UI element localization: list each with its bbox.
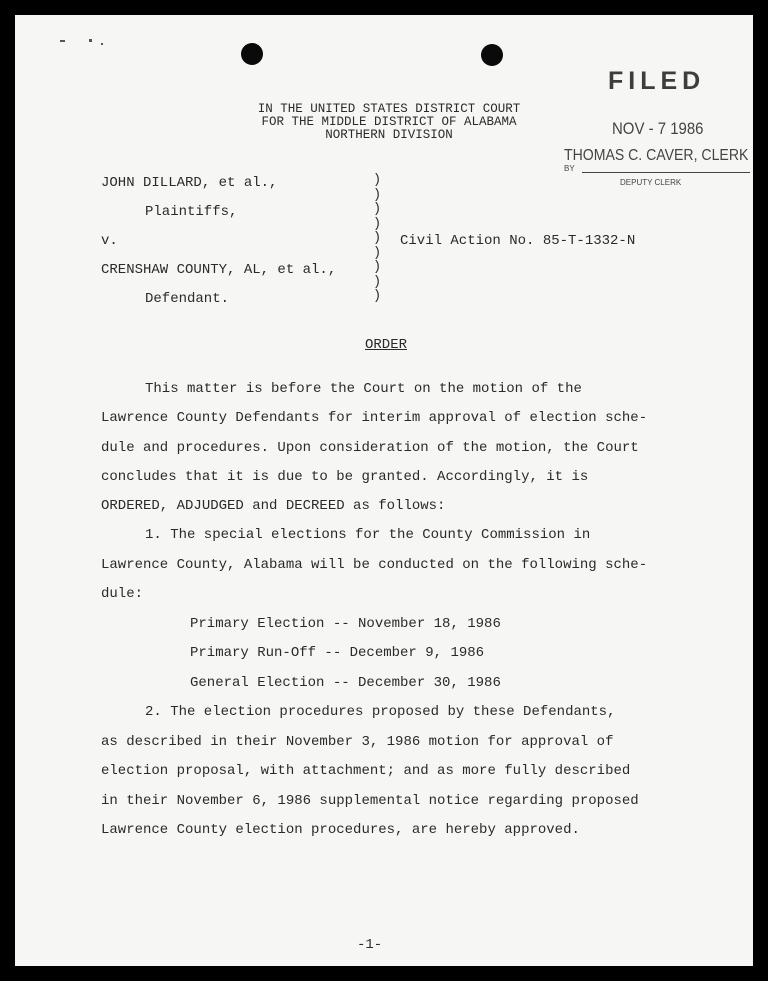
paren: ) [373, 274, 382, 290]
filed-label: FILED [608, 67, 706, 95]
item2-line: as described in their November 3, 1986 motion for approval of [101, 734, 614, 750]
clerk-name: THOMAS C. CAVER, CLERK [564, 147, 749, 164]
document-page [15, 15, 753, 966]
paren: ) [373, 260, 382, 275]
order-title: ORDER [365, 337, 408, 353]
filed-date: NOV - 7 1986 [612, 119, 704, 138]
plaintiff-name: JOHN DILLARD, et al., [101, 175, 278, 191]
item2-line: in their November 6, 1986 supplemental notice regarding proposed [101, 793, 639, 809]
item2-line: election proposal, with attachment; and as more fully described [101, 763, 631, 779]
speck-mark [60, 40, 65, 42]
speck-mark [101, 43, 103, 45]
court-line-2: FOR THE MIDDLE DISTRICT OF ALABAMA [261, 115, 517, 129]
intro-line: This matter is before the Court on the motion of the [145, 381, 582, 397]
intro-line: dule and procedures. Upon consideration of the motion, the Court [101, 440, 639, 456]
defendant-label: Defendant. [145, 291, 230, 307]
court-line-3: NORTHERN DIVISION [325, 128, 453, 142]
signature-line [582, 172, 750, 173]
item2-line: Lawrence County election procedures, are hereby approved. [101, 822, 580, 838]
item2-line: 2. The election procedures proposed by these Defendants, [145, 704, 616, 720]
paren: ) [373, 231, 382, 246]
punch-hole-right [481, 44, 503, 66]
paren: ) [373, 245, 382, 261]
paren: ) [373, 289, 382, 304]
schedule-row-runoff: Primary Run-Off -- December 9, 1986 [190, 645, 485, 661]
intro-line: concludes that it is due to be granted. Accordingly, it is [101, 469, 589, 485]
item1-line: 1. The special elections for the County Commission in [145, 527, 591, 543]
schedule-row-primary: Primary Election -- November 18, 1986 [190, 616, 501, 632]
case-number: Civil Action No. 85-T-1332-N [400, 233, 636, 249]
page-number: -1- [357, 937, 383, 953]
court-heading [190, 103, 588, 142]
intro-line: ORDERED, ADJUDGED and DECREED as follows: [101, 498, 446, 514]
item1-line: Lawrence County, Alabama will be conducted on the following sche- [101, 557, 648, 573]
speck-mark [89, 39, 92, 42]
punch-hole-left [241, 43, 263, 65]
paren: ) [373, 216, 382, 232]
caption-bracket [373, 174, 381, 305]
by-label: BY [564, 164, 575, 173]
intro-line: Lawrence County Defendants for interim approval of election sche- [101, 410, 648, 426]
paren: ) [373, 173, 382, 188]
plaintiffs-label: Plaintiffs, [145, 204, 238, 220]
deputy-clerk-label: DEPUTY CLERK [620, 178, 682, 187]
versus-label: v. [101, 233, 118, 249]
schedule-row-general: General Election -- December 30, 1986 [190, 675, 501, 691]
paren: ) [373, 202, 382, 217]
defendant-name: CRENSHAW COUNTY, AL, et al., [101, 262, 337, 278]
item1-line: dule: [101, 586, 144, 602]
paren: ) [373, 187, 382, 203]
court-line-1: IN THE UNITED STATES DISTRICT COURT [257, 102, 521, 116]
